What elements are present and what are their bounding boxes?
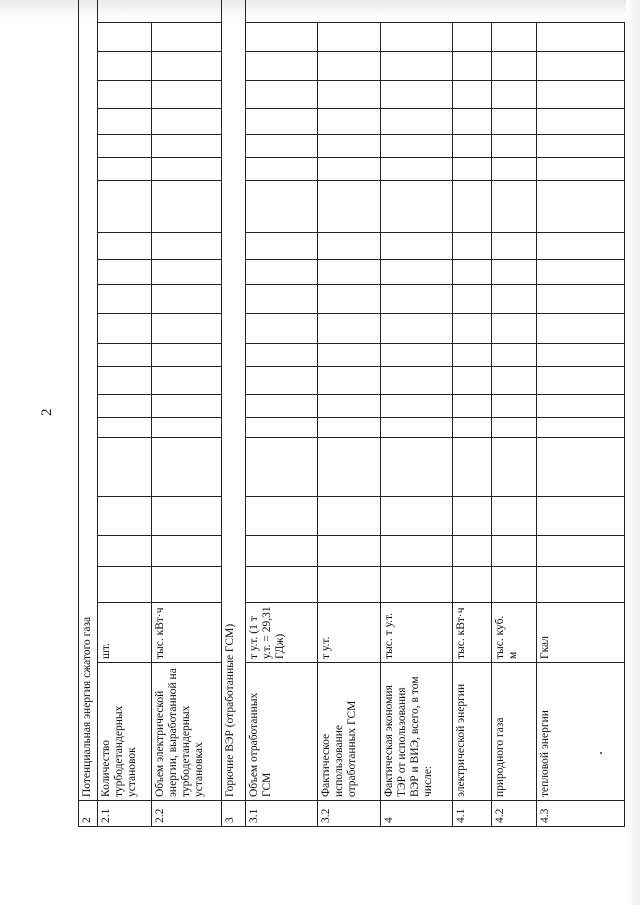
empty-cell <box>98 367 152 395</box>
empty-cell <box>98 233 152 260</box>
row-number: 4.2 <box>492 801 537 827</box>
empty-cell <box>246 567 318 603</box>
empty-cell <box>537 233 625 260</box>
row-number: 2.2 <box>152 801 222 827</box>
empty-cell <box>98 52 152 81</box>
empty-cell <box>381 567 453 603</box>
page-number: 2 <box>39 408 55 416</box>
empty-cell <box>98 158 152 181</box>
empty-cell <box>318 314 381 344</box>
empty-cell <box>492 285 537 314</box>
row-unit: т у.т. (1 т у.т. = 29,31 ГДж) <box>246 603 318 663</box>
row-unit: тыс. куб. м <box>492 603 537 663</box>
empty-cell <box>98 109 152 135</box>
empty-cell <box>318 567 381 603</box>
empty-cell <box>152 260 222 285</box>
empty-cell <box>453 81 492 109</box>
table-row <box>246 0 318 827</box>
row-number: 4 <box>381 801 453 827</box>
empty-cell <box>537 260 625 285</box>
empty-cell <box>381 314 453 344</box>
empty-cell <box>453 497 492 536</box>
empty-cell <box>453 158 492 181</box>
empty-cell <box>246 52 318 81</box>
empty-cell <box>98 260 152 285</box>
row-number: 4.1 <box>453 801 492 827</box>
empty-cell <box>246 536 318 567</box>
empty-cell <box>318 497 381 536</box>
empty-cell <box>246 181 318 233</box>
empty-cell <box>318 260 381 285</box>
empty-cell <box>318 158 381 181</box>
table-row <box>453 0 492 827</box>
empty-cell <box>152 135 222 158</box>
empty-cell <box>318 536 381 567</box>
empty-cell <box>318 418 381 438</box>
empty-cell <box>492 260 537 285</box>
empty-cell <box>318 233 381 260</box>
empty-cell <box>453 23 492 52</box>
empty-cell <box>381 81 453 109</box>
row-name: Количество турбодетандерных установок <box>98 663 152 801</box>
empty-cell <box>318 344 381 367</box>
empty-cell <box>152 367 222 395</box>
empty-cell <box>381 418 453 438</box>
empty-cell <box>492 81 537 109</box>
empty-cell <box>152 233 222 260</box>
table-row <box>152 0 222 827</box>
empty-cell <box>453 536 492 567</box>
empty-cell <box>318 181 381 233</box>
empty-cell <box>152 158 222 181</box>
empty-cell <box>152 536 222 567</box>
empty-cell <box>453 233 492 260</box>
empty-cell <box>152 314 222 344</box>
empty-cell <box>537 181 625 233</box>
empty-cell <box>318 367 381 395</box>
empty-cell <box>492 536 537 567</box>
empty-cell <box>492 438 537 497</box>
empty-cell <box>246 81 318 109</box>
empty-cell <box>537 158 625 181</box>
empty-cell <box>453 367 492 395</box>
empty-cell <box>318 135 381 158</box>
empty-cell <box>492 181 537 233</box>
empty-cell <box>246 23 318 52</box>
empty-cell <box>492 314 537 344</box>
table-row <box>492 0 537 827</box>
row-name: тепловой энергии <box>537 663 625 801</box>
empty-cell <box>381 135 453 158</box>
empty-cell <box>381 260 453 285</box>
empty-cell <box>492 52 537 81</box>
row-name: Объем электрической энергии, выработанной на турбодетандерных установках <box>152 663 222 801</box>
row-name: Объем отработанных ГСМ <box>246 663 318 801</box>
row-unit: шт. <box>98 603 152 663</box>
empty-cell <box>98 438 152 497</box>
table-row <box>79 0 98 827</box>
empty-cell <box>381 497 453 536</box>
empty-cell <box>318 395 381 418</box>
empty-cell <box>98 497 152 536</box>
table-row <box>381 0 453 827</box>
empty-cell <box>381 536 453 567</box>
empty-cell <box>98 285 152 314</box>
empty-cell <box>318 438 381 497</box>
empty-cell <box>152 81 222 109</box>
empty-cell <box>318 109 381 135</box>
empty-cell <box>98 567 152 603</box>
empty-cell <box>381 395 453 418</box>
empty-cell <box>152 567 222 603</box>
empty-cell <box>246 438 318 497</box>
empty-cell <box>537 344 625 367</box>
empty-cell <box>381 438 453 497</box>
empty-cell <box>453 395 492 418</box>
table-row <box>537 0 625 827</box>
empty-cell <box>537 285 625 314</box>
empty-cell <box>453 418 492 438</box>
section-title: Горючие ВЭР (отработанные ГСМ) <box>222 0 246 801</box>
empty-cell <box>246 158 318 181</box>
empty-cell <box>246 109 318 135</box>
row-number: 3.1 <box>246 801 318 827</box>
empty-cell <box>492 233 537 260</box>
empty-cell <box>492 418 537 438</box>
empty-cell <box>537 418 625 438</box>
empty-cell <box>453 135 492 158</box>
empty-cell <box>246 367 318 395</box>
row-number: 2.1 <box>98 801 152 827</box>
row-name: электрической энергии <box>453 663 492 801</box>
empty-cell <box>492 23 537 52</box>
empty-cell <box>492 135 537 158</box>
empty-cell <box>537 438 625 497</box>
table-row <box>98 0 152 827</box>
empty-cell <box>98 418 152 438</box>
empty-cell <box>246 314 318 344</box>
empty-cell <box>453 109 492 135</box>
empty-cell <box>152 497 222 536</box>
empty-cell <box>492 344 537 367</box>
empty-cell <box>537 314 625 344</box>
row-unit: т у.т. <box>318 603 381 663</box>
rotated-table-wrapper <box>78 32 624 827</box>
empty-cell <box>152 438 222 497</box>
empty-cell <box>152 395 222 418</box>
empty-cell <box>381 344 453 367</box>
section-title: Потенциальная энергия сжатого газа <box>79 0 98 801</box>
empty-cell <box>381 109 453 135</box>
empty-cell <box>537 567 625 603</box>
empty-cell <box>152 285 222 314</box>
empty-cell <box>318 52 381 81</box>
empty-cell <box>98 344 152 367</box>
empty-cell <box>381 52 453 81</box>
empty-cell <box>381 367 453 395</box>
empty-cell <box>318 285 381 314</box>
empty-cell <box>318 81 381 109</box>
row-number: 2 <box>79 801 98 827</box>
empty-cell <box>381 181 453 233</box>
empty-cell <box>246 233 318 260</box>
empty-cell <box>537 52 625 81</box>
empty-cell <box>537 135 625 158</box>
row-number: 3 <box>222 801 246 827</box>
row-name: Фактическое использование отработанных ГСМ <box>318 663 381 801</box>
empty-cell <box>152 109 222 135</box>
empty-cell <box>381 233 453 260</box>
row-unit: тыс. т у.т. <box>381 603 453 663</box>
row-unit: тыс. кВт·ч <box>152 603 222 663</box>
empty-cell <box>246 497 318 536</box>
empty-cell <box>381 285 453 314</box>
empty-cell <box>246 135 318 158</box>
empty-cell <box>318 23 381 52</box>
empty-cell <box>453 344 492 367</box>
row-number: 4.3 <box>537 801 625 827</box>
empty-cell <box>537 367 625 395</box>
empty-cell <box>152 181 222 233</box>
empty-cell <box>537 536 625 567</box>
empty-cell <box>246 260 318 285</box>
empty-cell <box>152 344 222 367</box>
empty-cell <box>492 367 537 395</box>
row-number: 3.2 <box>318 801 381 827</box>
empty-cell <box>98 23 152 52</box>
empty-cell <box>381 23 453 52</box>
table-row <box>318 0 381 827</box>
empty-cell <box>246 395 318 418</box>
empty-cell <box>246 344 318 367</box>
empty-cell <box>537 109 625 135</box>
empty-cell <box>537 23 625 52</box>
empty-cell <box>453 314 492 344</box>
empty-cell <box>152 52 222 81</box>
empty-cell <box>537 81 625 109</box>
empty-cell <box>246 418 318 438</box>
empty-cell <box>453 438 492 497</box>
empty-cell <box>453 181 492 233</box>
empty-cell <box>453 285 492 314</box>
row-unit: тыс. кВт·ч <box>453 603 492 663</box>
empty-cell <box>152 23 222 52</box>
empty-cell <box>98 536 152 567</box>
empty-cell <box>492 109 537 135</box>
empty-cell <box>453 52 492 81</box>
table-row <box>222 0 246 827</box>
empty-cell <box>98 314 152 344</box>
empty-cell <box>492 395 537 418</box>
row-name: природного газа <box>492 663 537 801</box>
empty-cell <box>537 497 625 536</box>
empty-cell <box>453 567 492 603</box>
scan-edge-right <box>626 0 640 905</box>
empty-cell <box>98 395 152 418</box>
row-unit: Гкал <box>537 603 625 663</box>
row-name: Фактическая экономия ТЭР от использования ВЭР и ВИЭ, всего, в том числе: <box>381 663 453 801</box>
empty-cell <box>246 285 318 314</box>
empty-cell <box>492 497 537 536</box>
empty-cell <box>152 418 222 438</box>
empty-cell <box>537 395 625 418</box>
empty-cell <box>98 181 152 233</box>
empty-cell <box>98 81 152 109</box>
empty-cell <box>381 158 453 181</box>
empty-cell <box>492 158 537 181</box>
empty-cell <box>453 260 492 285</box>
data-table <box>78 0 625 827</box>
empty-cell <box>98 135 152 158</box>
empty-cell <box>492 567 537 603</box>
